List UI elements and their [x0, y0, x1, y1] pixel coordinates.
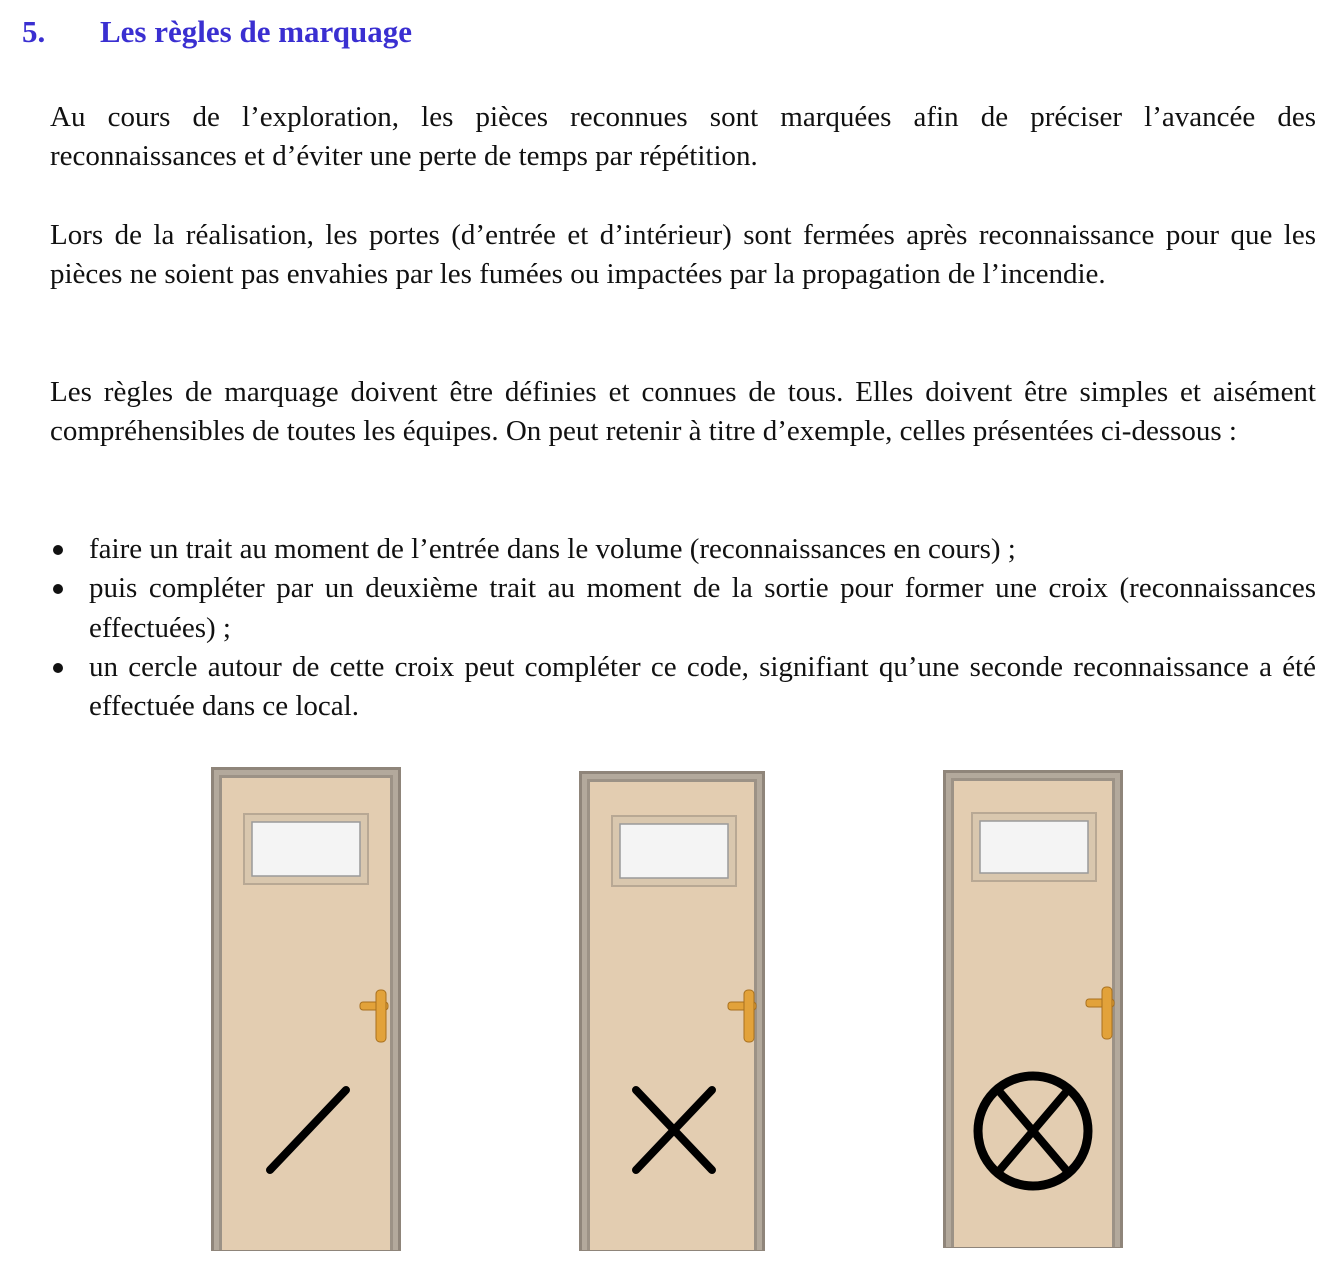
list-item-text: un cercle autour de cette croix peut compléter ce code, signifiant qu’une seconde reconnaissance a été effectuée dans ce local. — [89, 650, 1316, 723]
door-window — [620, 824, 728, 878]
bullet-icon — [53, 545, 63, 555]
marking-rules-list — [50, 530, 1316, 726]
door-cross-illustration — [578, 770, 766, 1252]
list-item — [50, 648, 1316, 727]
list-item — [50, 530, 1316, 569]
bullet-icon — [53, 663, 63, 673]
paragraph-exploration: Au cours de l’exploration, les pièces reconnues sont marquées afin de préciser l’avancée des reconnaissances et d’éviter une perte de temps par répétition. — [50, 101, 1316, 173]
section-title: Les règles de marquage — [100, 14, 412, 49]
section-heading — [22, 14, 412, 50]
section-number: 5. — [22, 14, 46, 49]
door-window — [980, 821, 1088, 873]
paragraph-marking-rules: Les règles de marquage doivent être définies et connues de tous. Elles doivent être simples et aisément compréhensibles de toutes les équipes. On peut retenir à titre d’exemple, celles présentées ci-dessous : — [50, 376, 1316, 448]
door-circled-cross-illustration — [942, 769, 1124, 1249]
bullet-icon — [53, 584, 63, 594]
door-window — [252, 822, 360, 876]
paragraph-doors-closed: Lors de la réalisation, les portes (d’entrée et d’intérieur) sont fermées après reconnaissance pour que les pièces ne soient pas envahies par les fumées ou impactées par la propagation de l’incendie. — [50, 219, 1316, 291]
door-single-stroke-illustration — [210, 766, 402, 1252]
list-item-text: faire un trait au moment de l’entrée dans le volume (reconnaissances en cours) ; — [89, 533, 1016, 565]
list-item-text: puis compléter par un deuxième trait au moment de la sortie pour former une croix (reconnaissances effectuées) ; — [89, 572, 1316, 644]
list-item — [50, 569, 1316, 648]
